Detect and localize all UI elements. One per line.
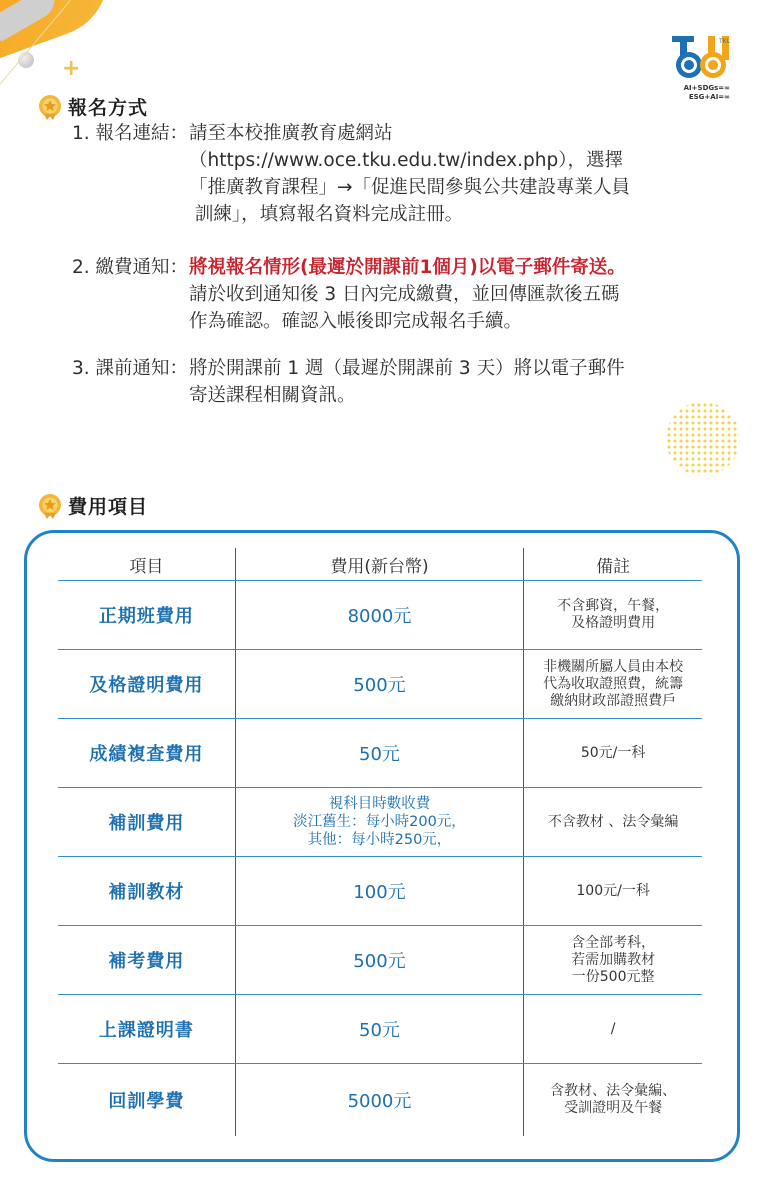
row-fee: 50元: [359, 744, 400, 765]
logo-caption-1: AI+SDGs=∞: [683, 84, 730, 92]
reg-item-3-body: [189, 355, 709, 409]
row-fee-line: 視科目時數收費: [328, 796, 431, 812]
row-item-name: 補訓教材: [108, 882, 185, 903]
medal-icon: [38, 493, 62, 519]
header-item: 項目: [58, 548, 235, 581]
reg-item-1-link[interactable]: （https://www.oce.tku.edu.tw/index.php），選擇: [189, 150, 623, 171]
reg-item-1-line: 請至本校推廣教育處網站: [189, 123, 393, 144]
row-note-line: 受訓證明及午餐: [564, 1100, 663, 1116]
row-item-name: 回訓學費: [108, 1091, 185, 1112]
row-note-line: 代為收取證照費，統籌: [543, 675, 684, 692]
reg-item-2-body: [189, 254, 709, 335]
decorative-plus-icon: +: [62, 56, 81, 81]
logo-caption-2: ESG+AI=∞: [688, 93, 730, 101]
reg-item-1-label: 1. 報名連結：: [72, 123, 189, 144]
row-item-name: 成績複查費用: [89, 744, 204, 765]
row-item-name: 及格證明費用: [89, 675, 204, 696]
row-note-line: /: [610, 1020, 616, 1037]
table-row: [58, 650, 702, 719]
fee-table: [58, 548, 702, 1136]
row-item-name: 上課證明書: [98, 1020, 194, 1041]
reg-item-1-line: 訓練」，填寫報名資料完成註冊。: [189, 204, 464, 225]
decorative-dot-grid: [666, 402, 740, 476]
row-fee-line: 淡江舊生：每小時200元，: [293, 814, 466, 830]
reg-item-3-line: 將於開課前 1 週（最遲於開課前 3 天）將以電子郵件: [189, 358, 625, 379]
row-fee: 500元: [353, 675, 406, 696]
row-item-name: 正期班費用: [98, 606, 194, 627]
row-note-line: 一份500元整: [571, 968, 655, 985]
table-row: [58, 719, 702, 788]
fee-table-header-row: [58, 548, 702, 581]
row-item-name: 補考費用: [108, 951, 185, 972]
row-note-line: 含教材、法令彙編、: [550, 1083, 677, 1099]
header-note: 備註: [524, 548, 702, 581]
header-fee: 費用(新台幣): [235, 548, 524, 581]
row-fee: 8000元: [347, 606, 412, 627]
row-note-line: 繳納財政部證照費戶: [550, 692, 677, 709]
fees-title: 費用項目: [68, 496, 149, 518]
row-fee: 5000元: [347, 1091, 412, 1112]
row-fee: 500元: [353, 951, 406, 972]
registration-title: 報名方式: [68, 97, 149, 119]
table-row: [58, 926, 702, 995]
row-note-line: 及格證明費用: [571, 615, 656, 631]
logo-letters: TKU: [719, 39, 730, 45]
reg-item-2-highlight: 將視報名情形(最遲於開課前1個月)以電子郵件寄送。: [189, 257, 626, 278]
row-note-line: 50元/一科: [580, 744, 646, 761]
table-row: [58, 995, 702, 1064]
row-note-line: 含全部考科，: [571, 934, 656, 951]
row-fee-line: 其他：每小時250元，: [307, 832, 452, 848]
medal-icon: [38, 94, 62, 120]
row-note-line: 若需加購教材: [571, 951, 656, 968]
reg-item-2-label: 2. 繳費通知：: [72, 257, 189, 278]
tku-logo: [672, 34, 730, 102]
row-fee: 50元: [359, 1020, 400, 1041]
row-note-line: 100元/一科: [576, 882, 650, 899]
reg-item-1-line: 「推廣教育課程」→「促進民間參與公共建設專業人員: [189, 177, 631, 198]
reg-item-3-line: 寄送課程相關資訊。: [189, 385, 356, 406]
row-note-line: 非機關所屬人員由本校: [543, 658, 684, 675]
row-note-line: 不含郵資，午餐，: [557, 598, 670, 614]
row-note-line: 不含教材 、法令彙編: [547, 813, 679, 830]
row-fee: 100元: [353, 882, 406, 903]
reg-item-1-body: [189, 120, 709, 228]
reg-item-2-line: 作為確認。確認入帳後即完成報名手續。: [189, 311, 523, 332]
registration-section-header: [38, 93, 148, 120]
reg-item-2-line: 請於收到通知後 3 日內完成繳費，並回傳匯款後五碼: [189, 284, 620, 305]
table-row: [58, 788, 702, 857]
fees-section-header: [38, 492, 148, 519]
tku-logo-icon: [672, 34, 730, 80]
table-row: [58, 1064, 702, 1137]
table-row: [58, 581, 702, 650]
row-item-name: 補訓費用: [108, 813, 185, 834]
reg-item-3-label: 3. 課前通知：: [72, 358, 189, 379]
table-row: [58, 857, 702, 926]
